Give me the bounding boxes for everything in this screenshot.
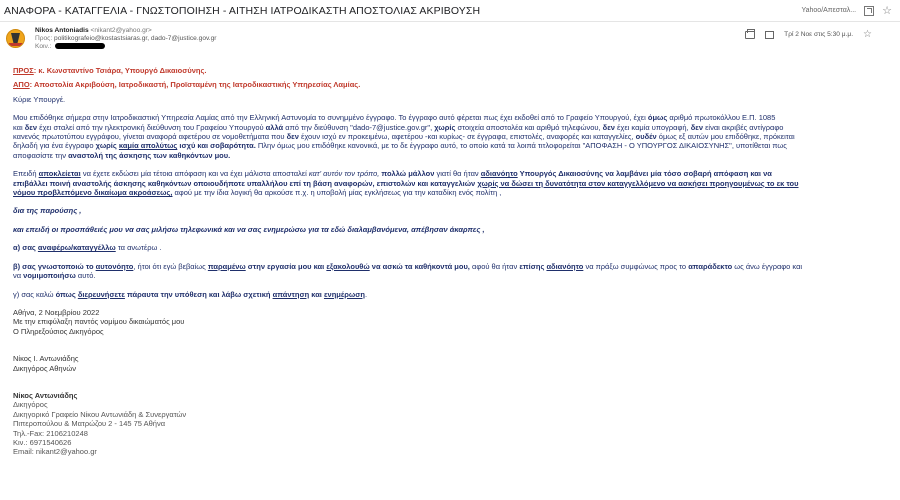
account-folder-label[interactable]: Yahoo/Απεσταλ... xyxy=(801,7,857,14)
paragraph-item-b-line-2: να νομιμοποιήσω αυτό. xyxy=(13,271,96,281)
message-header xyxy=(0,26,900,58)
signature-name: Νίκος Αντωνιάδης xyxy=(13,390,78,400)
greeting: Κύριε Υπουργέ. xyxy=(13,94,66,104)
paragraph-item-b-line-1: β) σας γνωστοποιώ το αυτονόητο, ήτοι ότι εγώ βεβαίως παραμένω στην εργασία μου και εξακολουθώ να ασκώ τα καθήκοντά μου, αφού θα ήταν επίσης αδιανόητο να πράξω συμφώνως προς το απαράδεκτο ως άνω έγγραφο και xyxy=(13,261,803,271)
star-icon[interactable]: ☆ xyxy=(882,5,892,17)
signature-mobile: Κιν.: 6971540626 xyxy=(13,437,72,447)
paragraph-1-line-2: και δεν έχει σταλεί από την ηλεκτρονική διεύθυνση του Γραφείου Υπουργού αλλά από την διεύθυνση "dado-7@justice.gov.gr", χωρίς στοιχεία αποστολέα και αριθμό τηλεφώνου, δεν έχει καμία υπογραφή, δεν είναι ακριβές αντίγραφο xyxy=(13,122,784,132)
paragraph-1-line-5: αποφασίστε την αναστολή της άσκησης των καθηκόντων μου. xyxy=(13,150,231,160)
cc-line xyxy=(35,43,216,51)
paragraph-2-line-2: επιβάλλει ποινή αναστολής άσκησης καθηκόντων οποιουδήποτε υπαλλήλου επί τη βάση αναφορών, επιστολών και καταγγελιών χωρίς να δώσει τη δυνατότητα στον καταγγελλόμενο να ασκήσει προηγουμένως το εκ του xyxy=(13,178,799,188)
message-body xyxy=(13,66,891,457)
sender-email[interactable]: <nikant2@yahoo.gr> xyxy=(90,27,152,34)
closing-role: Ο Πληρεξούσιος Δικηγόρος xyxy=(13,326,104,336)
header-tools xyxy=(745,29,872,40)
open-in-new-window-icon[interactable] xyxy=(864,6,874,16)
paragraph-4: και επειδή οι προσπάθειές μου να σας μιλήσω τηλεφωνικά και να σας ενημερώσω για τα εδώ διαλαμβανόμενα, απέβησαν άκαρπες , xyxy=(13,224,485,234)
signature-role: Δικηγόρος xyxy=(13,400,48,410)
paragraph-1-line-4: δηλαδή για ένα έγγραφο χωρίς καμία απολύτως ισχύ και σοβαρότητα. Πλην όμως μου επιδόθηκε κανονικά, με το δε έγγραφο αυτό, το οποίο κατά τα λοιπά τιτλοφορείται "ΑΠΟΦΑΣΗ - Ο ΥΠΟΥΡΓΟΣ ΔΙΚΑΙΟΣΥΝΗΣ", υποτίθεται πως xyxy=(13,141,787,151)
sender-avatar xyxy=(6,29,25,48)
signature-office: Δικηγορικό Γραφείο Νίκου Αντωνιάδη & Συνεργατών xyxy=(13,409,187,419)
popout-icon[interactable] xyxy=(765,31,774,39)
to-label: Προς: xyxy=(35,35,53,42)
top-right-controls xyxy=(801,4,900,17)
signature-email[interactable]: Email: nikant2@yahoo.gr xyxy=(13,447,97,457)
subject-bar xyxy=(0,0,900,22)
paragraph-3: δια της παρούσης , xyxy=(13,206,82,216)
paragraph-2-line-1: Επειδή αποκλείεται να έχετε εκδώσει μία τέτοια απόφαση και να έχει μάλιστα αποσταλεί κατ' αυτόν τον τρόπο, πολλώ μάλλον γιατί θα ήταν αδιανόητο Υπουργός Δικαιοσύνης να λαμβάνει μία τόσο σοβαρή απόφαση και να xyxy=(13,169,772,179)
paragraph-2-line-3: νόμου προβλεπόμενο δικαίωμα ακροάσεως, αφού με την ίδια λογική θα αρκούσε π.χ. η υποβολή μίας εγκλήσεως για την καταδίκη ενός πολίτη , xyxy=(13,188,502,198)
sender-name[interactable]: Nikos Antoniadis xyxy=(35,27,89,34)
sender-line xyxy=(35,27,216,35)
message-date: Τρί 2 Νοε στις 5:30 μ.μ. xyxy=(784,31,854,38)
cc-redacted xyxy=(55,43,105,49)
message-star-icon[interactable]: ☆ xyxy=(863,29,872,40)
print-icon[interactable] xyxy=(745,31,755,39)
closing-reservation: Με την επιφύλαξη παντός νομίμου δικαιώματός μου xyxy=(13,317,185,327)
signer-title: Δικηγόρος Αθηνών xyxy=(13,363,76,373)
paragraph-item-a: α) σας αναφέρω/καταγγέλλω τα ανωτέρω . xyxy=(13,243,162,253)
cc-label: Κοιν.: xyxy=(35,43,52,50)
to-recipients[interactable]: politikografeio@kostastsiaras.gr, dado-7@justice.gov.gr xyxy=(54,35,217,42)
header-details xyxy=(35,27,216,51)
paragraph-item-c: γ) σας καλώ όπως διερευνήσετε πάραυτα την υπόθεση και λάβω σχετική απάντηση και ενημέρωση. xyxy=(13,289,368,299)
body-from-line: ΑΠΟ: Αποστολία Ακριβούση, Ιατροδικαστή, Προϊσταμένη της Ιατροδικαστικής Υπηρεσίας Λαμίας. xyxy=(13,80,361,90)
email-signature xyxy=(13,391,891,457)
signature-address: Πιπεροπούλου & Ματρώζου 2 - 145 75 Αθήνα xyxy=(13,419,166,429)
body-to-line: ΠΡΟΣ: κ. Κωνσταντίνο Τσιάρα, Υπουργό Δικαιοσύνης. xyxy=(13,66,207,75)
signature-phone: Τηλ.-Fax: 2106210248 xyxy=(13,428,88,438)
signer-name: Νίκος Ι. Αντωνιάδης xyxy=(13,354,79,364)
to-line xyxy=(35,35,216,43)
paragraph-1-line-1: Μου επιδόθηκε σήμερα στην Ιατροδικαστική Υπηρεσία Λαμίας από την Ελληνική Αστυνομία το συνημμένο έγγραφο. Το έγγραφο αυτό φέρεται πως έχει εκδοθεί από το Γραφείο Υπουργού, έχει όμως αριθμό πρωτοκόλλου Ε.Π. 1085 xyxy=(13,113,776,123)
paragraph-1-line-3: κανενός πρωτοτύπου εγγράφου, γίνεται αναφορά αφετέρου σε νομοθετήματα που δεν έχουν ισχύ εν προκειμένω, αφετέρου -και κυρίως- σε έγγραφα, επιστολές, αναφορές και καταγγελίες, ουδέν όμως εξ αυτών μου επιδόθηκε, πρόκειται xyxy=(13,132,795,142)
closing-date: Αθήνα, 2 Νοεμβρίου 2022 xyxy=(13,307,100,317)
email-subject: ΑΝΑΦΟΡΑ - ΚΑΤΑΓΓΕΛΙΑ - ΓΝΩΣΤΟΠΟΙΗΣΗ - ΑΙΤΗΣΗ ΙΑΤΡΟΔΙΚΑΣΤΗ ΑΠΟΣΤΟΛΙΑΣ ΑΚΡΙΒΟΥΣΗ xyxy=(4,4,481,17)
